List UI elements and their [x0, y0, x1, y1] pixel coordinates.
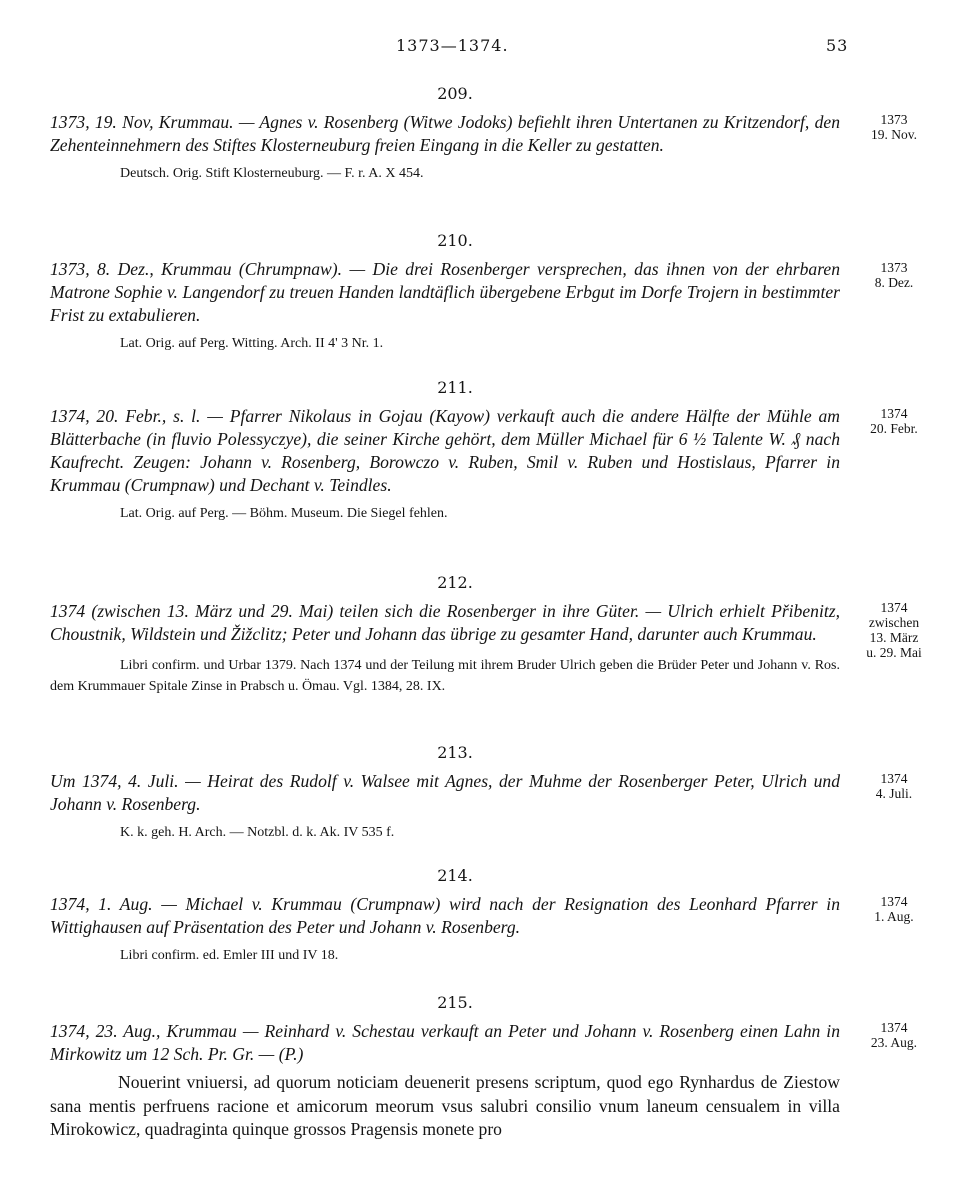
entry-text: 1373, 19. Nov, Krummau. — Agnes v. Rosenberg (Witwe Jodoks) befiehlt ihren Untertanen zu Kritzendorf, den Zehenteinnehmern des Stiftes Klosterneuburg freien Eingang in die Keller zu gestatten.: [50, 112, 840, 155]
margin-date-210: [852, 260, 936, 290]
margin-year: 1374: [880, 1020, 908, 1035]
entry-213: [50, 743, 840, 841]
entry-text: 1373, 8. Dez., Krummau (Chrumpnaw). — Die drei Rosenberger versprechen, das ihnen von der ehrbaren Matrone Sophie v. Langendorf zu treuen Handen landtäflich übergebene Erbgut im Dorfe Trojern in bestimmter Frist zu extabulieren.: [50, 259, 840, 325]
entry-211: [50, 378, 840, 522]
entry-number: 215.: [437, 993, 473, 1012]
latin-paragraph: Nouerint vniuersi, ad quorum noticiam deuenerit presens scriptum, quod ego Rynhardus de Ziestow sana mentis perfruens racione et amicorum meorum vsus salubri consilio vnum laneum censualem in villa Mirokowicz, quadraginta quinque grossos Pragensis monete pro: [50, 1072, 840, 1139]
margin-year: 1373: [880, 260, 908, 275]
latin-charter-text: [50, 1071, 840, 1142]
entry-number: 209.: [437, 84, 473, 103]
margin-day: 19. Nov.: [871, 127, 917, 142]
entry-text: 1374, 20. Febr., s. l. — Pfarrer Nikolaus in Gojau (Kayow) verkauft auch die andere Hälfte der Mühle am Blätterbache (in fluvio Polessyczye), die seiner Kirche gehört, dem Müller Michael für 6 ½ Talente W. ₰ nach Kaufrecht. Zeugen: Johann v. Rosenberg, Borowczo v. Ruben, Smil v. Ruben und Hostislaus, Pfarrer in Krummau (Crumpnaw) und Dechant v. Teindles.: [50, 406, 840, 495]
entry-text: 1374, 1. Aug. — Michael v. Krummau (Crumpnaw) wird nach der Resignation des Leonhard Pfarrer in Wittighausen auf Präsentation des Peter und Johann v. Rosenberg.: [50, 894, 840, 937]
entry-text: 1374, 23. Aug., Krummau — Reinhard v. Schestau verkauft an Peter und Johann v. Rosenberg einen Lahn in Mirkowitz um 12 Sch. Pr. Gr. — (P.): [50, 1021, 840, 1064]
entry-source: Lat. Orig. auf Perg. Witting. Arch. II 4' 3 Nr. 1.: [120, 336, 384, 351]
margin-range-start: zwischen: [868, 615, 920, 630]
entry-source: Lat. Orig. auf Perg. — Böhm. Museum. Die Siegel fehlen.: [120, 506, 448, 521]
entry-214: [50, 866, 840, 964]
entry-source: K. k. geh. H. Arch. — Notzbl. d. k. Ak. IV 535 f.: [120, 825, 395, 840]
entry-source: Deutsch. Orig. Stift Klosterneuburg. — F. r. A. X 454.: [120, 166, 424, 181]
margin-year: 1374: [880, 600, 908, 615]
running-header-years: 1373—1374.: [396, 36, 509, 55]
entry-number: 211.: [437, 378, 473, 397]
margin-year: 1373: [880, 112, 908, 127]
entry-source: Libri confirm. ed. Emler III und IV 18.: [120, 948, 339, 963]
entry-212: [50, 573, 840, 697]
margin-day: 23. Aug.: [870, 1035, 918, 1050]
entry-number: 214.: [437, 866, 473, 885]
page-number: 53: [826, 36, 849, 55]
margin-year: 1374: [880, 406, 908, 421]
margin-year: 1374: [880, 771, 908, 786]
entry-number: 213.: [437, 743, 473, 762]
margin-day: 4. Juli.: [875, 786, 913, 801]
margin-day-end: u. 29. Mai: [866, 645, 922, 660]
margin-date-212: [852, 600, 936, 660]
margin-day: 1. Aug.: [874, 909, 914, 924]
margin-date-209: [852, 112, 936, 142]
margin-date-214: [852, 894, 936, 924]
entry-209: [50, 84, 840, 182]
entry-source: Libri confirm. und Urbar 1379. Nach 1374 und der Teilung mit ihrem Bruder Ulrich geben die Brüder Peter und Johann v. Ros. dem Krummauer Spitale Zinse in Prabsch u. Ömau. Vgl. 1384, 28. IX.: [50, 658, 840, 694]
margin-date-215: [852, 1020, 936, 1050]
entry-text: 1374 (zwischen 13. März und 29. Mai) teilen sich die Rosenberger in ihre Güter. — Ulrich erhielt Přibenitz, Choustnik, Wildstein und Žižclitz; Peter und Johann das übrige zu gesamter Hand, darunter auch Krummau.: [50, 601, 840, 644]
entry-number: 212.: [437, 573, 473, 592]
entry-number: 210.: [437, 231, 473, 250]
margin-date-213: [852, 771, 936, 801]
margin-day: 13. März: [869, 630, 919, 645]
entry-210: [50, 231, 840, 352]
margin-day: 8. Dez.: [874, 275, 914, 290]
entry-text: Um 1374, 4. Juli. — Heirat des Rudolf v. Walsee mit Agnes, der Muhme der Rosenberger Peter, Ulrich und Johann v. Rosenberg.: [50, 771, 840, 814]
margin-year: 1374: [880, 894, 908, 909]
entry-215: [50, 993, 840, 1066]
margin-day: 20. Febr.: [870, 421, 918, 436]
margin-date-211: [852, 406, 936, 436]
